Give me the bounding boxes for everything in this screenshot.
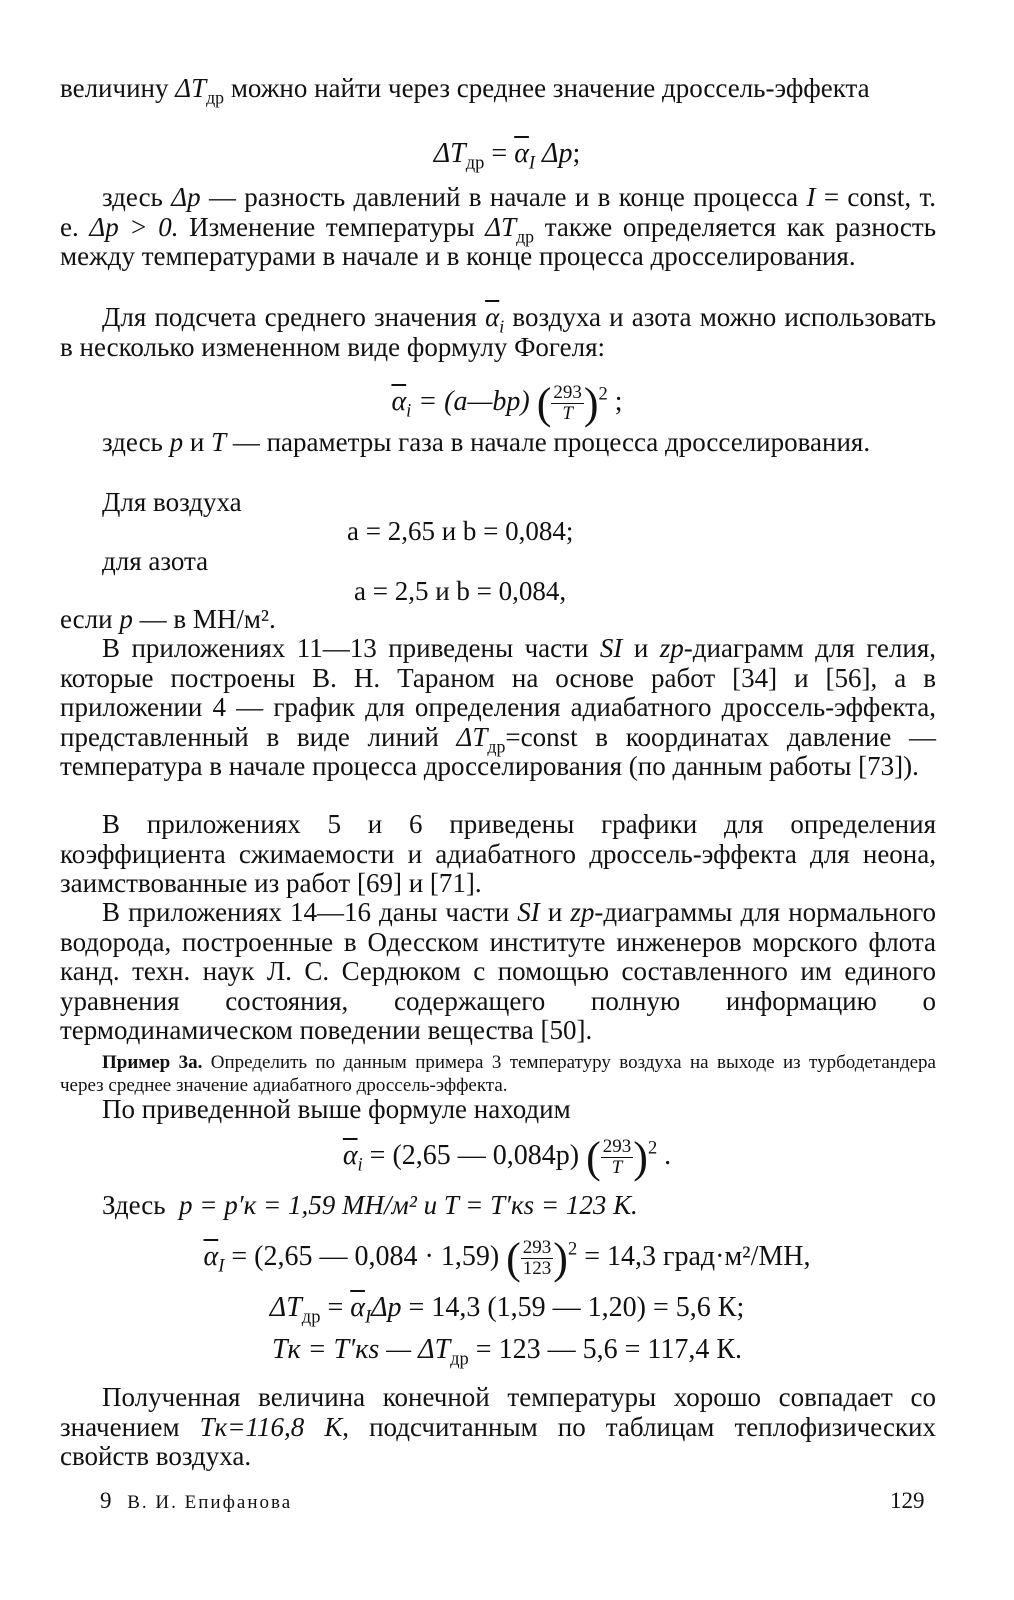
formula-vogel: $\overline{\alpha}_i$ = (a—bp) ( $\frac{293}{T}$ )$^2$ ; [391, 379, 623, 428]
paragraph-conclusion: Полученная величина конечной температуры хорошо совпадает со значением Tк=116,8 К, подсчитанным по таблицам теплофизических свойств воздуха. [60, 1382, 936, 1472]
example-statement: Пример 3а. Определить по данным примера 3 температуру воздуха на выходе из турбодетандера через среднее значение адиабатного дроссель-эффекта. [60, 1052, 936, 1096]
formula-example-alpha-value: $\overline{\alpha}_I = (2,65$ — 0,084 · 1,59) ( $\frac{293}{123}$ )$^2$ = 14,3 град·м²/МН, [203, 1234, 811, 1283]
air-coefficients: а = 2,65 и b = 0,084; [347, 516, 574, 546]
paragraph-neon-graphs: В приложениях 5 и 6 приведены графики для определения коэффициента сжимаемости и адиабатного дроссель-эффекта для неона, заимствованные из работ [69] и [71]. [60, 809, 936, 899]
paragraph-intro: величину $\Delta T_{др}$ можно найти через среднее значение дроссель-эффекта [60, 73, 870, 108]
formula-throttle-effect: $\Delta T_{др} = \overline{\alpha}_I$ Δp; [433, 138, 581, 173]
pressure-units-note: если p — в МН/м². [60, 604, 276, 634]
printer-signature: 9 В. И. Епифанова [100, 1488, 293, 1513]
paragraph-gas-parameters: здесь p и T — параметры газа в начале процесса дросселирования. [102, 427, 871, 457]
nitrogen-label: для азота [102, 546, 209, 576]
page-number: 129 [890, 1488, 925, 1513]
nitrogen-coefficients: а = 2,5 и b = 0,084, [354, 576, 567, 606]
air-label: Для воздуха [102, 487, 242, 517]
example-given-values: Здесь p = p′к = 1,59 МН/м² и T = T′кs = 123 К. [102, 1190, 638, 1220]
paragraph-hydrogen-diagrams: В приложениях 14—16 даны части SI и zp-диаграммы для нормального водорода, построенные в Одесском институте инженеров морского флота канд. техн. наук Л. С. Сердюком с помощью составленного им единого уравнения состояния, содержащего полную информацию о термодинамическом поведении вещества [50]. [60, 897, 937, 1046]
paragraph-helium-diagrams: В приложениях 11—13 приведены части SI и zp-диаграмм для гелия, которые построены В. Н. Тараном на основе работ [34] и [56], а в приложении 4 — график для определения адиабатного дроссель-эффекта, представленный в виде линий $\Delta T_{др}=const$ в координатах давление — температура в начале процесса дросселирования (по данным работы [73]). [60, 633, 937, 782]
paragraph-pressure-difference: здесь Δp — разность давлений в начале и в конце процесса I = const, т. е. Δp > 0. Изменение температуры $\Delta T_{др}$ также определяется как разность между температурами в начале и в конце процесса дросселирования. [60, 182, 937, 272]
formula-example-alpha: $\overline{\alpha}_i = (2,65$ — 0,084p) ( $\frac{293}{T}$ )$^2$ . [342, 1133, 672, 1182]
example-formula-intro: По приведенной выше формуле находим [102, 1094, 571, 1124]
formula-example-delta-t: $\Delta T_{др} = \overline{\alpha}_I\Delta p = 14,3$ (1,59 — 1,20) = 5,6 К; [269, 1292, 745, 1327]
paragraph-vogel-formula: Для подсчета среднего значения $\overline{\alpha}_i$ воздуха и азота можно использовать в несколько измененном виде формулу Фогеля: [60, 302, 937, 362]
formula-example-final-temperature: Tк = T′кs — $\Delta T_{др} = 123$ — 5,6 = 117,4 К. [271, 1334, 743, 1369]
